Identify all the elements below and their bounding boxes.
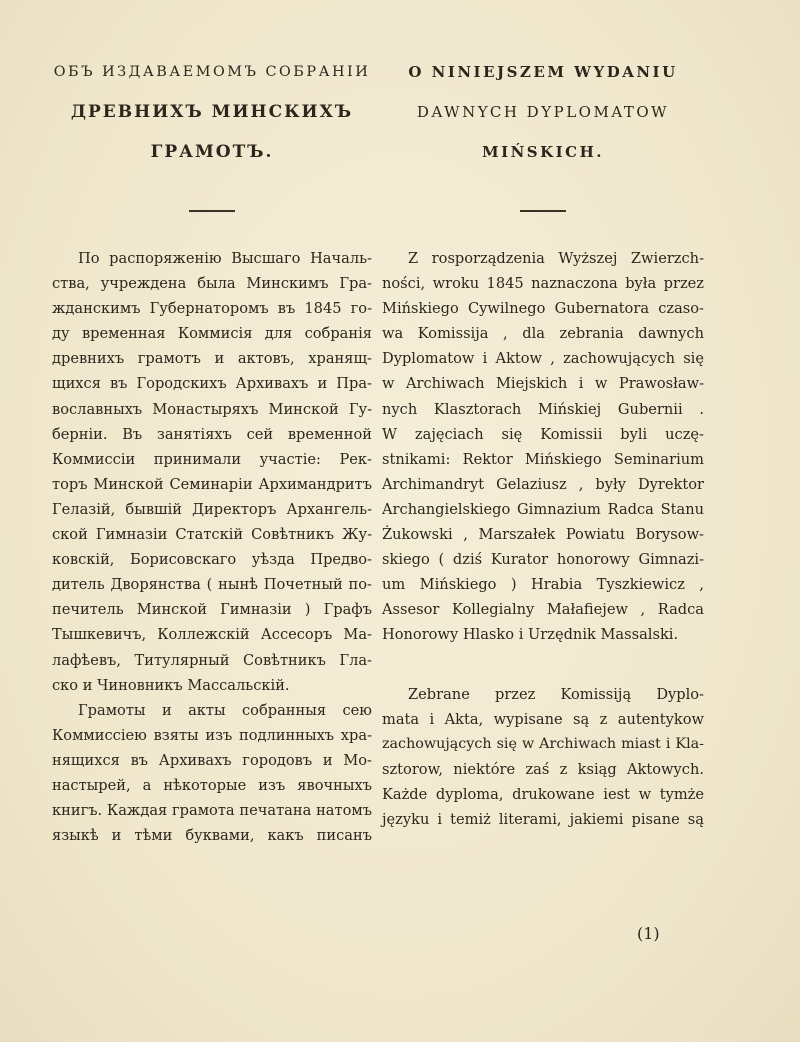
- text-line: Тышкевичъ, Коллежскій Ассесоръ Ма-: [52, 626, 372, 644]
- text-line: Коммиссіи принимали участіе: Рек-: [52, 450, 372, 468]
- text-line: Zebrane przez Komissiją Dyplo-: [408, 685, 704, 703]
- text-line: nych Klasztorach Mińskiej Gubernii .: [382, 400, 704, 418]
- text-line: Коммиссіею взяты изъ подлинныхъ хра-: [52, 726, 372, 744]
- paragraph-gap: [382, 648, 704, 682]
- text-line: щихся въ Городскихъ Архивахъ и Пра-: [52, 375, 372, 393]
- text-line: um Mińskiego ) Hrabia Tyszkiewicz ,: [382, 576, 704, 594]
- text-line: нящихся въ Архивахъ городовъ и Мо-: [52, 751, 372, 769]
- russian-title-rule: [189, 210, 235, 212]
- polish-title-rule: [520, 210, 566, 212]
- polish-title-line-3: MIŃSKICH.: [481, 143, 605, 161]
- russian-column: [52, 52, 372, 848]
- polish-paragraph-1: [382, 246, 704, 648]
- text-line: Гелазій, бывшій Директоръ Архангель-: [52, 500, 372, 518]
- polish-paragraph-2: [382, 682, 704, 833]
- text-line: печитель Минской Гимназіи ) Графъ: [52, 601, 372, 619]
- text-line: Грамоты и акты собранныя сею: [78, 701, 372, 719]
- text-line: zachowujących się w Archiwach miast i Kla-: [382, 735, 704, 752]
- text-line: лафѣевъ, Титулярный Совѣтникъ Гла-: [52, 651, 372, 669]
- text-line: stnikami: Rektor Mińskiego Seminarium: [382, 450, 704, 468]
- text-line: Assesor Kollegialny Małafiejew , Radca: [382, 601, 704, 619]
- text-line: skiego ( dziś Kurator honorowy Gimnazi-: [382, 551, 704, 569]
- russian-paragraph-1: [52, 246, 372, 698]
- text-line: Mińskiego Cywilnego Gubernatora czaso-: [382, 300, 704, 318]
- russian-paragraph-2: [52, 698, 372, 849]
- russian-title-line-3: ГРАМОТЪ.: [150, 142, 274, 162]
- text-line: Honorowy Hlasko i Urzędnik Massalski.: [382, 626, 679, 644]
- text-line: sztorow, niektóre zaś z ksiąg Aktowych.: [382, 760, 704, 778]
- text-line: W zajęciach się Komissii byli uczę-: [382, 425, 704, 443]
- text-line: Każde dyploma, drukowane iest w tymże: [382, 785, 704, 803]
- text-line: ско и Чиновникъ Массальскій.: [52, 676, 290, 694]
- polish-title-line-1: O NINIEJSZEM WYDANIU: [408, 63, 678, 81]
- text-line: настырей, а нѣкоторые изъ явочныхъ: [52, 776, 372, 794]
- text-line: Z rosporządzenia Wyższej Zwierzch-: [408, 250, 704, 267]
- text-line: ской Гимназіи Статскій Совѣтникъ Жу-: [52, 526, 372, 544]
- text-line: ności, wroku 1845 naznaczona była przez: [382, 275, 704, 293]
- text-line: ковскій, Борисовскаго уѣзда Предво-: [52, 551, 372, 569]
- text-line: Dyplomatow i Aktow , zachowujących się: [382, 350, 704, 368]
- russian-title-line-2: ДРЕВНИХЪ МИНСКИХЪ: [70, 102, 354, 122]
- text-line: языкѣ и тѣми буквами, какъ писанъ: [52, 827, 372, 845]
- text-line: Żukowski , Marszałek Powiatu Borysow-: [382, 526, 704, 544]
- text-line: w Archiwach Miejskich i w Prawosław-: [382, 375, 704, 393]
- text-line: ду временная Коммисія для собранія: [52, 325, 372, 343]
- polish-column: [382, 52, 704, 832]
- text-line: жданскимъ Губернаторомъ въ 1845 го-: [52, 300, 372, 318]
- text-line: Archangielskiego Gimnazium Radca Stanu: [382, 500, 704, 518]
- text-line: Archimandryt Gelaziusz , były Dyrektor: [382, 475, 704, 493]
- text-line: ства, учреждена была Минскимъ Гра-: [52, 275, 372, 293]
- text-line: древнихъ грамотъ и актовъ, хранящ-: [52, 350, 372, 368]
- text-line: берніи. Въ занятіяхъ сей временной: [52, 425, 372, 443]
- polish-title-line-2: DAWNYCH DYPLOMATOW: [416, 103, 670, 121]
- text-line: По распоряженію Высшаго Началь-: [78, 250, 372, 267]
- text-line: книгъ. Каждая грамота печатана натомъ: [52, 802, 372, 820]
- text-line: mata i Akta, wypisane są z autentykow: [382, 710, 704, 728]
- russian-title-line-1: ОБЪ ИЗДАВАЕМОМЪ СОБРАНІИ: [53, 64, 371, 80]
- text-line: języku i temiż literami, jakiemi pisane są: [382, 810, 704, 828]
- text-line: дитель Дворянства ( нынѣ Почетный по-: [52, 576, 372, 594]
- text-line: вославныхъ Монастыряхъ Минской Гу-: [52, 400, 372, 418]
- text-line: wa Komissija , dla zebrania dawnych: [382, 325, 704, 343]
- text-line: торъ Минской Семинаріи Архимандритъ: [52, 475, 372, 493]
- page-number: (1): [637, 924, 660, 943]
